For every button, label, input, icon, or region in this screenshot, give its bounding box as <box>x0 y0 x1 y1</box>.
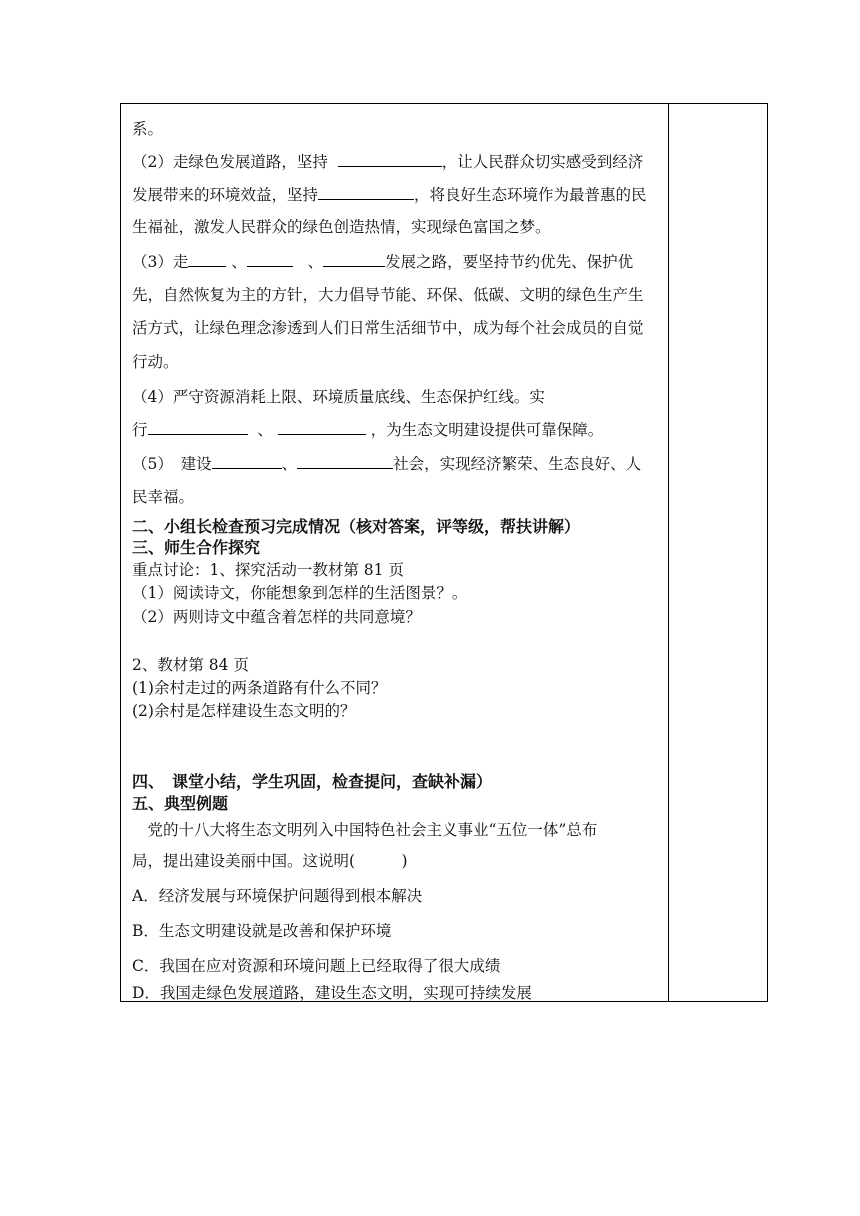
question-text: 党的十八大将生态文明列入中国特色社会主义事业“五位一体”总布 <box>132 821 598 839</box>
text-line: 先，自然恢复为主的方针，大力倡导节能、环保、低碳、文明的绿色生产生 <box>132 286 644 304</box>
text-line: （2）两则诗文中蕴含着怎样的共同意境？ <box>132 608 421 626</box>
text-line: （1）阅读诗文，你能想象到怎样的生活图景？。 <box>132 584 468 602</box>
fill-blank[interactable] <box>338 152 442 167</box>
fill-blank[interactable] <box>188 252 226 267</box>
text-line: 民幸福。 <box>132 488 195 506</box>
text-line: （3）走 、 、 发展之路，要坚持节约优先、保护优 <box>132 253 634 271</box>
fill-blank[interactable] <box>212 454 282 469</box>
section-heading: 二、小组长检查预习完成情况（核对答案，评等级，帮扶讲解） <box>132 517 581 536</box>
text-line: 系。 <box>132 120 164 138</box>
option-c: C．我国在应对资源和环境问题上已经取得了很大成绩 <box>132 957 501 975</box>
column-divider <box>668 104 669 1001</box>
text-line: 行动。 <box>132 353 179 371</box>
text-line: （2）走绿色发展道路，坚持 ，让人民群众切实感受到经济 <box>132 153 644 171</box>
text-line: 活方式，让绿色理念渗透到人们日常生活细节中，成为每个社会成员的自觉 <box>132 319 644 337</box>
question-text: 局，提出建设美丽中国。这说明( ) <box>132 852 408 870</box>
fill-blank[interactable] <box>297 454 393 469</box>
section-heading: 五、典型例题 <box>132 794 229 813</box>
content-table <box>120 103 768 1002</box>
section-heading: 三、师生合作探究 <box>132 538 261 557</box>
text-line: 重点讨论：1、探究活动一教材第 81 页 <box>132 561 404 579</box>
fill-blank[interactable] <box>278 420 366 435</box>
text-line: (2)余村是怎样建设生态文明的？ <box>132 702 356 720</box>
text-line: (1)余村走过的两条道路有什么不同？ <box>132 679 387 697</box>
text-line: （5） 建设 、 社会，实现经济繁荣、生态良好、人 <box>132 455 642 473</box>
text-line: （4）严守资源消耗上限、环境质量底线、生态保护红线。实 <box>132 388 545 406</box>
option-d: D．我国走绿色发展道路，建设生态文明，实现可持续发展 <box>132 984 532 1002</box>
option-b: B．生态文明建设就是改善和保护环境 <box>132 922 392 940</box>
text-line: 2、教材第 84 页 <box>132 656 249 674</box>
fill-blank[interactable] <box>247 252 293 267</box>
text-line: 行 、 ，为生态文明建设提供可靠保障。 <box>132 421 604 439</box>
section-heading: 四、 课堂小结，学生巩固，检查提问，查缺补漏） <box>132 772 493 791</box>
text-line: 生福祉，激发人民群众的绿色创造热情，实现绿色富国之梦。 <box>132 218 551 236</box>
option-a: A．经济发展与环境保护问题得到根本解决 <box>132 887 423 905</box>
fill-blank[interactable] <box>323 252 385 267</box>
fill-blank[interactable] <box>148 420 248 435</box>
text-line: 发展带来的环境效益，坚持 ，将良好生态环境作为最普惠的民 <box>132 186 647 204</box>
fill-blank[interactable] <box>318 185 414 200</box>
